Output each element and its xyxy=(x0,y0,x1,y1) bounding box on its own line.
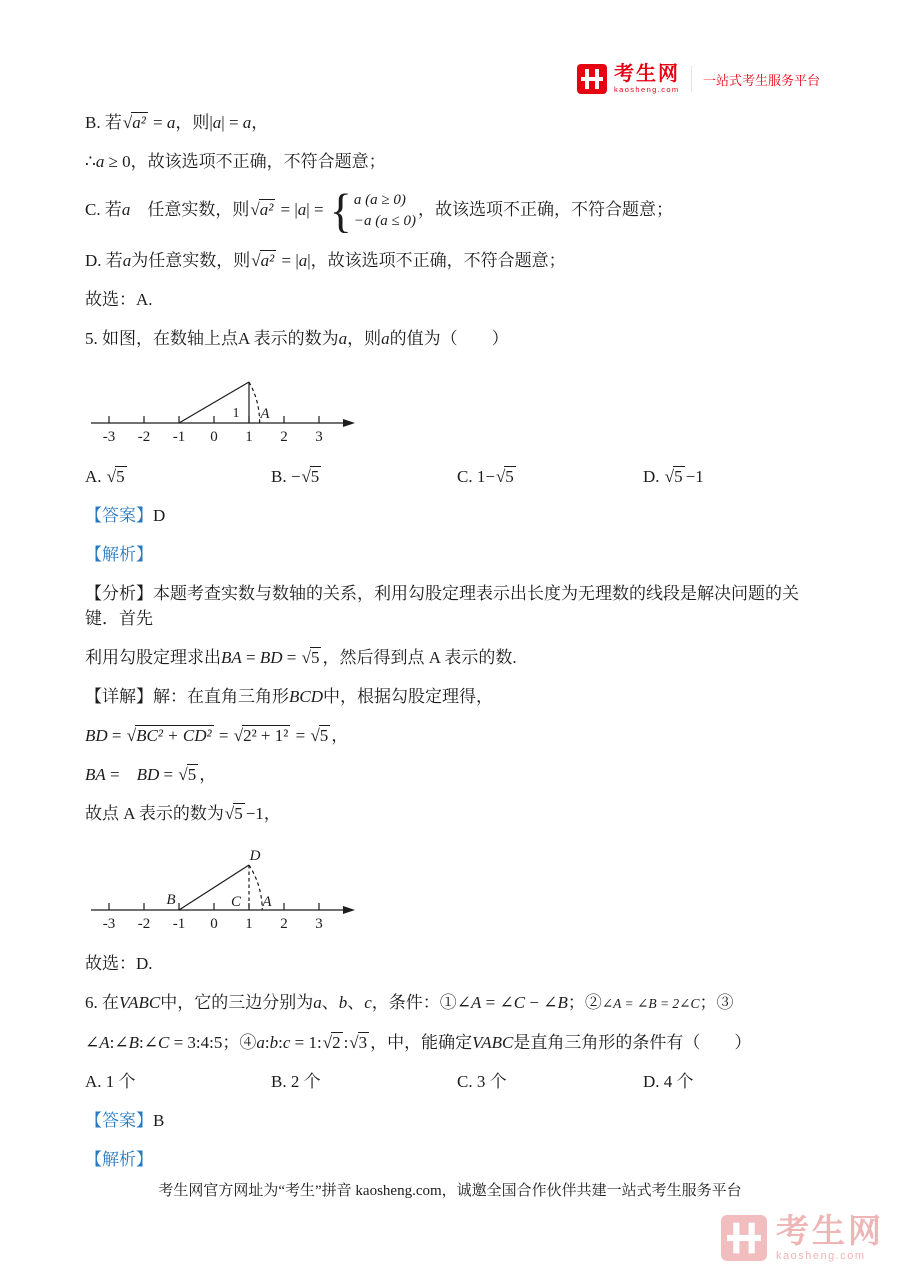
option xyxy=(457,1069,643,1094)
tick-marks xyxy=(109,903,319,910)
text-segment: | = xyxy=(221,113,243,132)
text-segment: : xyxy=(278,1033,283,1052)
paragraph xyxy=(85,1108,817,1133)
text-segment: ≥ 0，故该选项不正确，不符合题意； xyxy=(104,152,386,171)
number-line-figure-1 xyxy=(87,365,817,454)
tick-label: -2 xyxy=(137,429,151,445)
radical-sign: √ xyxy=(301,467,311,486)
answer-bracket: 【解析】 xyxy=(85,1150,153,1169)
radicand: BC² + CD² xyxy=(136,726,212,745)
options-row xyxy=(85,464,817,489)
point-label-C: C xyxy=(230,894,242,910)
paragraph xyxy=(85,990,817,1016)
paragraph xyxy=(85,542,817,567)
solution-block-3 xyxy=(85,951,817,1172)
text-segment: B. 2 个 xyxy=(271,1072,321,1091)
text-segment: B. 若 xyxy=(85,113,122,132)
radicand: 2² + 1² xyxy=(243,726,289,745)
text-segment: BD xyxy=(136,765,160,784)
text-segment: ， xyxy=(199,765,217,784)
text-segment: ∴ xyxy=(85,152,96,171)
tick-marks xyxy=(109,416,319,423)
text-segment: ，中，能确定 xyxy=(370,1033,473,1052)
text-segment: 、 xyxy=(347,993,365,1012)
paragraph xyxy=(85,287,817,312)
text-segment: ，则 xyxy=(175,113,210,132)
text-segment: C. 1− xyxy=(457,467,495,486)
answer-bracket: 【答案】 xyxy=(85,1111,153,1130)
point-label-A: A xyxy=(260,406,270,422)
radicand: 5 xyxy=(310,648,320,667)
solution-content xyxy=(85,110,817,1186)
text-segment: 任意实数，则 xyxy=(130,199,250,219)
text-segment: = xyxy=(291,726,310,745)
text-segment: ABC xyxy=(128,993,161,1012)
radical-sign: √ xyxy=(495,467,506,486)
tick-label: 0 xyxy=(210,429,218,445)
paragraph xyxy=(85,645,817,670)
paragraph xyxy=(85,326,817,351)
answer-bracket: 【解析】 xyxy=(85,545,153,564)
segment-length-label: 1 xyxy=(232,406,240,421)
tick-label: -2 xyxy=(137,916,151,932)
sqrt-expression xyxy=(127,723,214,748)
radicand: 5 xyxy=(187,765,197,784)
sqrt-expression xyxy=(349,1030,369,1055)
radical-sign: √ xyxy=(233,726,244,745)
text-segment: B. − xyxy=(271,467,301,486)
paragraph xyxy=(85,110,817,135)
tick-label: 1 xyxy=(245,429,253,445)
radicand: a² xyxy=(260,251,275,270)
text-segment: | = xyxy=(306,199,328,219)
text-segment: c xyxy=(282,1033,291,1052)
text-segment: a xyxy=(95,152,105,171)
tick-label: 3 xyxy=(315,916,323,932)
text-segment: C. 3 个 xyxy=(457,1072,507,1091)
text-segment: = | xyxy=(276,199,298,219)
footer-text: 考生网官方网址为“考生”拼音 kaosheng.com，诚邀全国合作伙伴共建一站式考生服务平台 xyxy=(158,1183,742,1199)
radical-sign: √ xyxy=(250,199,260,219)
text-segment: 故点 A 表示的数为 xyxy=(85,804,224,823)
text-segment: D. 4 个 xyxy=(643,1072,694,1091)
radicand: 5 xyxy=(116,467,125,486)
tick-label: 3 xyxy=(315,429,323,445)
text-segment: : xyxy=(264,1033,270,1052)
paragraph xyxy=(85,581,817,631)
text-segment: 5. 如图，在数轴上点A 表示的数为 xyxy=(85,329,339,348)
text-segment: 6. 在 xyxy=(85,993,119,1012)
text-segment: ，然后得到点 A 表示的数. xyxy=(322,648,517,667)
text-segment: A. xyxy=(85,467,106,486)
option xyxy=(271,1069,457,1094)
radicand: 5 xyxy=(234,804,243,823)
text-segment: −1 xyxy=(685,467,704,486)
text-segment: a xyxy=(313,993,322,1012)
radicand: 5 xyxy=(319,726,329,745)
text-segment: = xyxy=(214,726,233,745)
divider xyxy=(691,66,692,92)
radical-sign: √ xyxy=(664,467,675,486)
tick-label: 2 xyxy=(280,429,288,445)
text-segment: ∠C xyxy=(499,993,526,1012)
paragraph xyxy=(85,723,817,748)
text-segment: V xyxy=(472,1033,482,1052)
number-line-figure-2 xyxy=(87,840,817,941)
tick-label: -3 xyxy=(102,429,116,445)
tick-label: 1 xyxy=(245,916,253,932)
tick-label: 2 xyxy=(280,916,288,932)
radical-sign: √ xyxy=(310,726,320,745)
sqrt-expression xyxy=(178,762,198,787)
sqrt-expression xyxy=(107,464,127,489)
text-segment: 中，它的三边分别为 xyxy=(160,993,314,1012)
sqrt-expression xyxy=(302,645,322,670)
paragraph xyxy=(85,1147,817,1172)
text-segment: D xyxy=(153,506,166,525)
sqrt-expression xyxy=(123,110,148,135)
case-rows xyxy=(354,191,416,231)
radical-sign: √ xyxy=(322,1033,333,1052)
text-segment: A. 1 个 xyxy=(85,1072,136,1091)
text-segment: = xyxy=(148,113,167,132)
text-segment: a xyxy=(297,199,307,219)
text-segment: ∠C xyxy=(143,1033,170,1052)
option xyxy=(643,1069,694,1094)
axis-arrowhead xyxy=(343,906,355,914)
text-segment: 中，根据勾股定理得， xyxy=(323,687,493,706)
text-segment: |，故该选项不正确，不符合题意； xyxy=(307,251,566,270)
paragraph xyxy=(85,503,817,528)
paragraph xyxy=(85,184,817,237)
text-segment: = xyxy=(107,726,126,745)
compass-arc xyxy=(249,382,260,423)
sqrt-expression xyxy=(250,197,275,222)
radical-sign: √ xyxy=(106,467,117,486)
option xyxy=(457,464,643,489)
tick-label: -1 xyxy=(172,916,186,932)
text-segment: 故选：D. xyxy=(85,954,153,973)
text-segment: : xyxy=(139,1033,144,1052)
text-segment: −1， xyxy=(245,804,281,823)
watermark-brand: 考生网 xyxy=(776,1212,884,1249)
point-label-B: B xyxy=(166,892,176,908)
text-segment: B xyxy=(153,1111,165,1130)
tick-label: 0 xyxy=(210,916,218,932)
text-segment: a xyxy=(381,329,390,348)
point-label-A: A xyxy=(262,894,272,910)
radicand: 2 xyxy=(332,1033,341,1052)
sqrt-expression xyxy=(234,723,291,748)
text-segment: = xyxy=(241,648,260,667)
text-segment: 是直角三角形的条件有（ ） xyxy=(513,1033,752,1052)
text-segment: = xyxy=(481,993,500,1012)
piecewise-cases xyxy=(329,184,416,237)
radicand: 3 xyxy=(358,1033,368,1052)
radical-sign: √ xyxy=(251,251,261,270)
radical-sign: √ xyxy=(122,113,133,132)
watermark-logo xyxy=(721,1214,884,1262)
option xyxy=(85,464,271,489)
text-segment: BD xyxy=(85,726,108,745)
radical-sign: √ xyxy=(178,765,188,784)
site-logo xyxy=(577,64,820,94)
point-label-D: D xyxy=(249,848,261,864)
text-segment: 为任意实数，则 xyxy=(131,251,251,270)
left-brace: { xyxy=(329,184,352,237)
radical-sign: √ xyxy=(301,648,311,667)
text-segment: ∠A xyxy=(456,993,482,1012)
sqrt-expression xyxy=(301,464,321,489)
options-row xyxy=(85,1069,817,1094)
text-segment: ∠B xyxy=(543,993,568,1012)
tick-label: -1 xyxy=(172,429,186,445)
text-segment: = xyxy=(282,648,301,667)
text-segment: 、 xyxy=(321,993,339,1012)
case-row: −a (a ≤ 0) xyxy=(353,213,416,229)
text-segment: D. 若 xyxy=(85,251,123,270)
text-segment: − xyxy=(525,993,544,1012)
text-segment: 【详解】解：在直角三角形 xyxy=(85,687,289,706)
text-segment: a xyxy=(256,1033,265,1052)
text-segment: 利用勾股定理求出 xyxy=(85,648,221,667)
text-segment: a xyxy=(122,251,132,270)
kaosheng-logo-icon xyxy=(577,64,607,94)
text-segment: a xyxy=(121,199,131,219)
radicand: a² xyxy=(132,113,146,132)
paragraph xyxy=(85,684,817,709)
text-segment: a xyxy=(212,113,222,132)
radical-sign: √ xyxy=(224,804,235,823)
text-segment: BA xyxy=(221,648,242,667)
case-row: a (a ≥ 0) xyxy=(353,192,406,208)
option xyxy=(85,1069,271,1094)
text-segment: a xyxy=(242,113,252,132)
radicand: a² xyxy=(259,199,274,219)
paragraph xyxy=(85,762,817,787)
axis-arrowhead xyxy=(343,419,355,427)
sqrt-expression xyxy=(323,1030,343,1055)
answer-bracket: 【答案】 xyxy=(85,506,153,525)
text-segment: BD xyxy=(259,648,283,667)
text-segment: ，则 xyxy=(347,329,382,348)
text-segment: = | xyxy=(277,251,299,270)
text-segment: D. xyxy=(643,467,664,486)
watermark-domain: kaosheng.com xyxy=(776,1250,866,1262)
text-segment: ；③ xyxy=(699,993,734,1012)
text-segment: BCD xyxy=(289,687,323,706)
radicand: 5 xyxy=(310,467,320,486)
text-segment: ；② xyxy=(567,993,602,1012)
radicand: 5 xyxy=(674,467,683,486)
text-segment: ， xyxy=(251,113,269,132)
text-segment: 【分析】本题考查实数与数轴的关系，利用勾股定理表示出长度为无理数的线段是解决问题的关键．首先 xyxy=(85,584,799,628)
sqrt-expression xyxy=(251,248,276,273)
radicand: 5 xyxy=(505,467,514,486)
radical-sign: √ xyxy=(349,1033,359,1052)
paragraph xyxy=(85,801,817,826)
paragraph xyxy=(85,951,817,976)
sqrt-expression xyxy=(310,723,330,748)
text-segment: ， xyxy=(331,726,349,745)
text-segment: : xyxy=(109,1033,115,1052)
text-segment: ∠A xyxy=(85,1033,110,1052)
sqrt-expression xyxy=(225,801,245,826)
brand-domain: kaosheng.com xyxy=(613,85,680,95)
radical-sign: √ xyxy=(126,726,137,745)
text-segment: | xyxy=(209,113,213,132)
text-segment: ，条件：① xyxy=(371,993,457,1012)
text-segment: b xyxy=(338,993,348,1012)
brand-tagline: 一站式考生服务平台 xyxy=(702,72,820,88)
option xyxy=(643,464,704,489)
text-segment: ，故该选项不正确，不符合题意； xyxy=(418,199,673,219)
tick-label: -3 xyxy=(102,916,116,932)
text-segment: c xyxy=(364,993,372,1012)
text-segment: = 1: xyxy=(290,1033,322,1052)
text-segment: C. 若 xyxy=(85,199,122,219)
text-segment: = xyxy=(105,765,137,784)
paragraph xyxy=(85,248,817,273)
text-segment: : xyxy=(343,1033,349,1052)
solution-block-1 xyxy=(85,110,817,351)
paragraph xyxy=(85,1030,817,1055)
text-segment: a xyxy=(298,251,308,270)
sqrt-expression xyxy=(665,464,685,489)
watermark-text xyxy=(776,1214,884,1262)
text-segment: b xyxy=(269,1033,279,1052)
solution-block-2 xyxy=(85,464,817,826)
text-segment: ABC xyxy=(481,1033,514,1052)
text-segment: ∠A = ∠B = 2∠C xyxy=(601,996,700,1011)
option xyxy=(271,464,457,489)
text-segment: a xyxy=(338,329,348,348)
text-segment: 故选：A. xyxy=(85,290,153,309)
paragraph xyxy=(85,149,817,174)
text-segment: a xyxy=(166,113,176,132)
brand-text xyxy=(614,64,680,94)
text-segment: V xyxy=(119,993,129,1012)
text-segment: = 3:4:5；④ xyxy=(169,1033,257,1052)
brand-name: 考生网 xyxy=(613,63,680,86)
text-segment: = xyxy=(159,765,178,784)
compass-arc xyxy=(249,865,262,910)
watermark-logo-icon xyxy=(721,1215,767,1261)
text-segment: 的值为（ ） xyxy=(389,329,509,348)
text-segment: BA xyxy=(85,765,106,784)
sqrt-expression xyxy=(496,464,516,489)
text-segment: ∠B xyxy=(114,1033,140,1052)
